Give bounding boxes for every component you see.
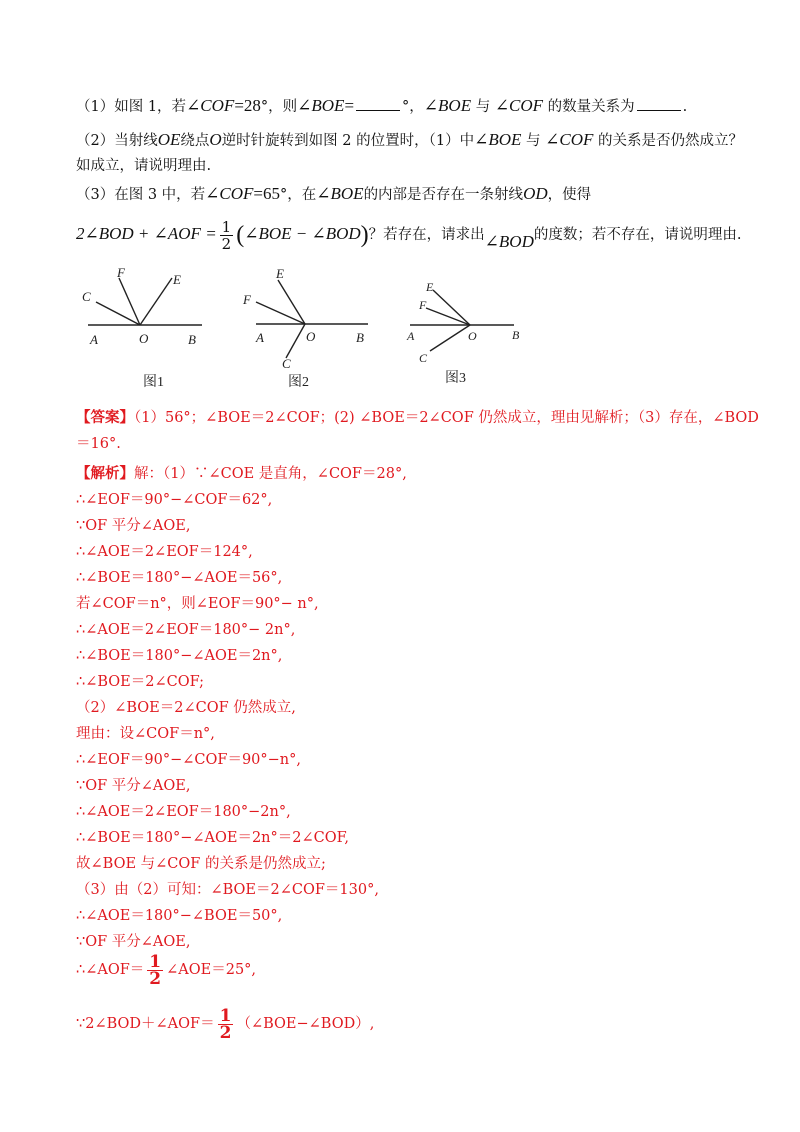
figure-3-caption: 图3: [445, 371, 466, 386]
q1-text: 与: [475, 99, 491, 115]
q1-text: （1）如图 1，若: [76, 99, 187, 115]
label-c: C: [419, 351, 428, 365]
answer-tag: 【答案】: [76, 409, 134, 426]
equation-paren-group: (∠BOE − ∠BOD): [236, 222, 369, 249]
ray-oe: [140, 278, 172, 325]
fraction-denominator: 2: [149, 968, 162, 989]
q3-math: ∠BOD: [484, 232, 534, 251]
label-b: B: [356, 330, 364, 345]
fraction-numerator: 1: [149, 951, 162, 972]
q1-math: ∠COF: [186, 96, 235, 115]
analysis-line: ∵OF 平分∠AOE,: [76, 934, 191, 950]
label-b: B: [512, 328, 520, 342]
fraction-denominator: 2: [219, 1022, 232, 1043]
q1-math: ∠BOE: [297, 96, 345, 115]
q1-text: °，: [402, 99, 424, 115]
analysis-text: ∴∠AOF＝: [76, 962, 145, 978]
q3-math: OD: [523, 184, 548, 203]
analysis-text: ∵2∠BOD＋∠AOF＝: [76, 1016, 215, 1032]
analysis-fraction: [147, 951, 163, 989]
ray-oc: [96, 302, 140, 325]
label-a: A: [256, 330, 264, 345]
analysis-text: （∠BOE−∠BOD）,: [236, 1016, 375, 1032]
analysis-text: ∠AOE＝25°,: [166, 962, 257, 978]
ray-oc: [286, 324, 305, 358]
label-a: A: [90, 332, 98, 347]
figure-2: [256, 280, 368, 358]
analysis-text: 解：（1）∵∠COE 是直角，∠COF＝28°,: [134, 466, 407, 482]
q3-text: ？若存在，请求出: [368, 227, 485, 243]
figure-1-caption: 图1: [143, 375, 164, 390]
label-o: O: [468, 329, 477, 343]
equation-left: 2∠BOD + ∠AOF =: [76, 224, 217, 243]
analysis-line: ∴∠EOF＝90°−∠COF＝90°−n°,: [76, 752, 301, 768]
q2-text: 逆时针旋转到如图 2 的位置时，（1）中: [221, 133, 475, 149]
label-c: C: [282, 356, 291, 371]
label-c: C: [82, 289, 91, 304]
answer-blank-1: [356, 97, 400, 111]
label-f: F: [419, 298, 427, 312]
label-e: E: [276, 266, 284, 281]
analysis-line: ∴∠AOE＝2∠EOF＝124°,: [76, 544, 253, 560]
ray-oc: [430, 325, 470, 351]
q3-math: ∠COF: [205, 184, 254, 203]
q2-math: ∠COF: [545, 130, 594, 149]
q3-text: 的度数；若不存在，请说明理由.: [533, 227, 742, 243]
q1-math: =28: [234, 96, 261, 115]
q1-text: .: [682, 99, 688, 115]
q2-text: 绕点: [180, 133, 210, 149]
analysis-line: 理由：设∠COF＝n°,: [76, 726, 215, 742]
fraction-numerator: 1: [219, 1005, 232, 1026]
label-e: E: [173, 272, 181, 287]
analysis-line: ∵OF 平分∠AOE,: [76, 518, 191, 534]
label-o: O: [306, 329, 316, 344]
analysis-line: 若∠COF＝n°，则∠EOF＝90°− n°,: [76, 596, 319, 612]
q3-text: （3）在图 3 中，若: [76, 187, 206, 203]
q1-math: =: [344, 96, 355, 115]
answer-blank-2: [637, 97, 681, 111]
analysis-line: ∴∠BOE＝2∠COF;: [76, 674, 205, 690]
q1-text: 的数量关系为: [547, 99, 635, 115]
analysis-fraction-line-2: [76, 1004, 374, 1044]
equation-inner: ∠BOE − ∠BOD: [244, 224, 361, 243]
ray-oe: [433, 290, 470, 325]
label-o: O: [139, 331, 149, 346]
answer-line-1: [76, 408, 759, 428]
answer-text: （1）56°；∠BOE＝2∠COF；(2) ∠BOE＝2∠COF 仍然成立，理由见解析；（3）存在，∠BOD: [134, 410, 759, 426]
figures-area: [0, 262, 800, 392]
analysis-line: ∴∠AOE＝2∠EOF＝180°− 2n°,: [76, 622, 296, 638]
analysis-line: ∴∠BOE＝180°−∠AOE＝2n°,: [76, 648, 283, 664]
q2-text: （2）当射线: [76, 133, 158, 149]
question-part-2: [76, 130, 743, 151]
analysis-line: ∵OF 平分∠AOE,: [76, 778, 191, 794]
equation-fraction: [220, 219, 234, 252]
analysis-line: （2）∠BOE＝2∠COF 仍然成立,: [76, 700, 296, 716]
label-e: E: [426, 280, 434, 294]
q1-text: °，则: [260, 99, 298, 115]
q3-math: ∠BOE: [316, 184, 364, 203]
question-part-2-line-2: 如成立，请说明理由.: [76, 158, 212, 174]
q3-text: °，在: [280, 187, 317, 203]
ray-of: [119, 278, 140, 325]
figure-1: [88, 278, 202, 325]
analysis-line: （3）由（2）可知：∠BOE＝2∠COF＝130°,: [76, 882, 379, 898]
ray-of: [426, 308, 470, 325]
q3-math: =65: [253, 184, 281, 203]
label-a: A: [407, 329, 415, 343]
q3-text: 的内部是否存在一条射线: [363, 187, 524, 203]
q2-text: 的关系是否仍然成立？: [597, 133, 743, 149]
question-part-3-equation: [76, 216, 741, 253]
analysis-line: ∴∠AOE＝2∠EOF＝180°−2n°,: [76, 804, 291, 820]
question-part-1: [76, 96, 687, 117]
q1-math: ∠BOE: [423, 96, 472, 115]
q2-math: ∠BOE: [474, 130, 522, 149]
q1-math: ∠COF: [494, 96, 544, 115]
label-f: F: [117, 265, 125, 280]
analysis-line: ∴∠BOE＝180°−∠AOE＝2n°＝2∠COF,: [76, 830, 350, 846]
analysis-line: ∴∠BOE＝180°−∠AOE＝56°,: [76, 570, 283, 586]
analysis-line: ∴∠EOF＝90°−∠COF＝62°,: [76, 492, 273, 508]
analysis-line: ∴∠AOE＝180°−∠BOE＝50°,: [76, 908, 283, 924]
q2-math: O: [209, 130, 222, 149]
analysis-fraction: [218, 1005, 234, 1043]
analysis-fraction-line-1: [76, 950, 256, 990]
label-b: B: [188, 332, 196, 347]
fraction-denominator: 2: [221, 234, 232, 253]
q2-text: 与: [526, 133, 541, 149]
q3-text: ，使得: [547, 187, 592, 203]
analysis-tag: 【解析】: [76, 465, 134, 482]
figure-2-caption: 图2: [288, 375, 309, 390]
analysis-first-line: [76, 464, 407, 484]
label-f: F: [243, 292, 251, 307]
analysis-line: 故∠BOE 与∠COF 的关系是仍然成立;: [76, 856, 326, 872]
fraction-numerator: 1: [221, 217, 232, 236]
question-part-3: [76, 184, 591, 205]
q2-math: OE: [157, 130, 181, 149]
answer-line-2: ＝16°.: [76, 436, 121, 452]
